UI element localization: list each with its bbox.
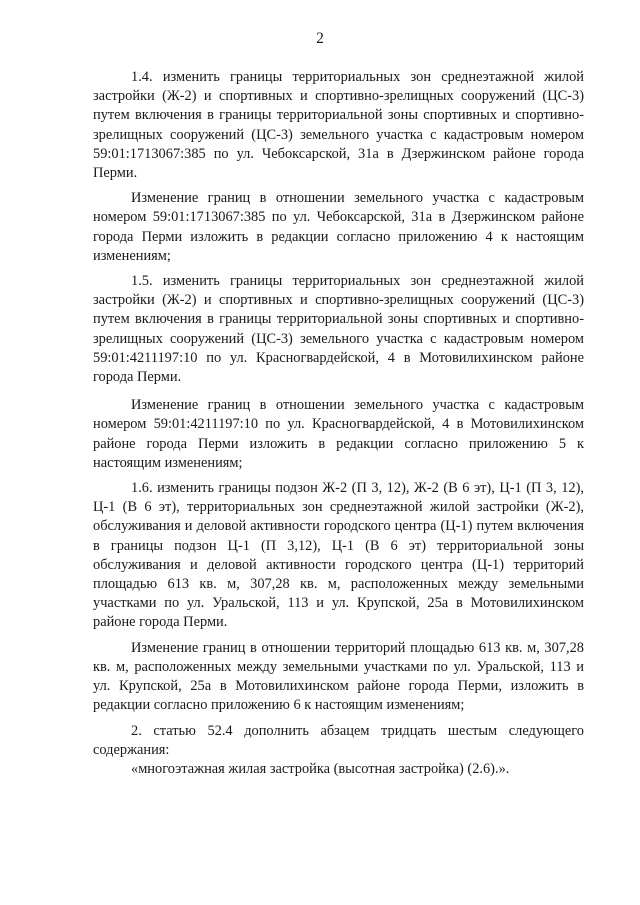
quoted-addition: «многоэтажная жилая застройка (высотная застройка) (2.6).».: [131, 760, 510, 777]
paragraph-2: 2. статью 52.4 дополнить абзацем тридцать шестым следующего содержания:: [93, 722, 584, 758]
paragraph-1-5-change: Изменение границ в отношении земельного участка с кадастровым номером 59:01:4211197:10 по ул. Красногвардейской, 4 в Мотовилихинском районе города Перми изложить в редакции согласно приложению 5 к настоящим изменениям;: [93, 397, 584, 471]
paragraph-1-4-change: Изменение границ в отношении земельного участка с кадастровым номером 59:01:1713067:385 по ул. Чебоксарской, 31а в Дзержинском районе города Перми изложить в редакции согласно приложению 4 к настоящим изменениям;: [93, 190, 584, 264]
document-body: [93, 68, 584, 779]
paragraph-1-5: 1.5. изменить границы территориальных зон среднеэтажной жилой застройки (Ж-2) и спортивных и спортивно-зрелищных сооружений (ЦС-3) путем включения в границы территориальной зоны спортивных и спортивно-зрелищных сооружений (ЦС-3) земельного участка с кадастровым номером 59:01:4211197:10 по ул. Красногвардейской, 4 в Мотовилихинском районе города Перми.: [93, 273, 584, 386]
paragraph-1-4: 1.4. изменить границы территориальных зон среднеэтажной жилой застройки (Ж-2) и спортивных и спортивно-зрелищных сооружений (ЦС-3) путем включения в границы территориальной зоны спортивных и спортивно-зрелищных сооружений (ЦС-3) земельного участка с кадастровым номером 59:01:1713067:385 по ул. Чебоксарской, 31а в Дзержинском районе города Перми.: [93, 69, 584, 182]
paragraph-1-6-change: Изменение границ в отношении территорий площадью 613 кв. м, 307,28 кв. м, расположенных между земельными участками по ул. Уральской, 113 и ул. Крупской, 25а в Мотовилихинском районе города Перми, изложить в редакции согласно приложению 6 к настоящим изменениям;: [93, 639, 584, 714]
paragraph-1-6: 1.6. изменить границы подзон Ж-2 (П 3, 12), Ж-2 (В 6 эт), Ц-1 (П 3, 12), Ц-1 (В 6 эт), территориальных зон среднеэтажной жилой застройки (Ж-2), обслуживания и деловой активности городского центра (Ц-1) путем включения в границы подзон Ц-1 (П 3,12), Ц-1 (В 6 эт) территориальной зоны обслуживания и деловой активности городского центра (Ц-1) территорий площадью 613 кв. м, 307,28 кв. м, расположенных между земельными участками по ул. Уральской, 113 и ул. Крупской, 25а в Мотовилихинском районе города Перми.: [93, 480, 584, 631]
page-number: 2: [316, 30, 324, 47]
